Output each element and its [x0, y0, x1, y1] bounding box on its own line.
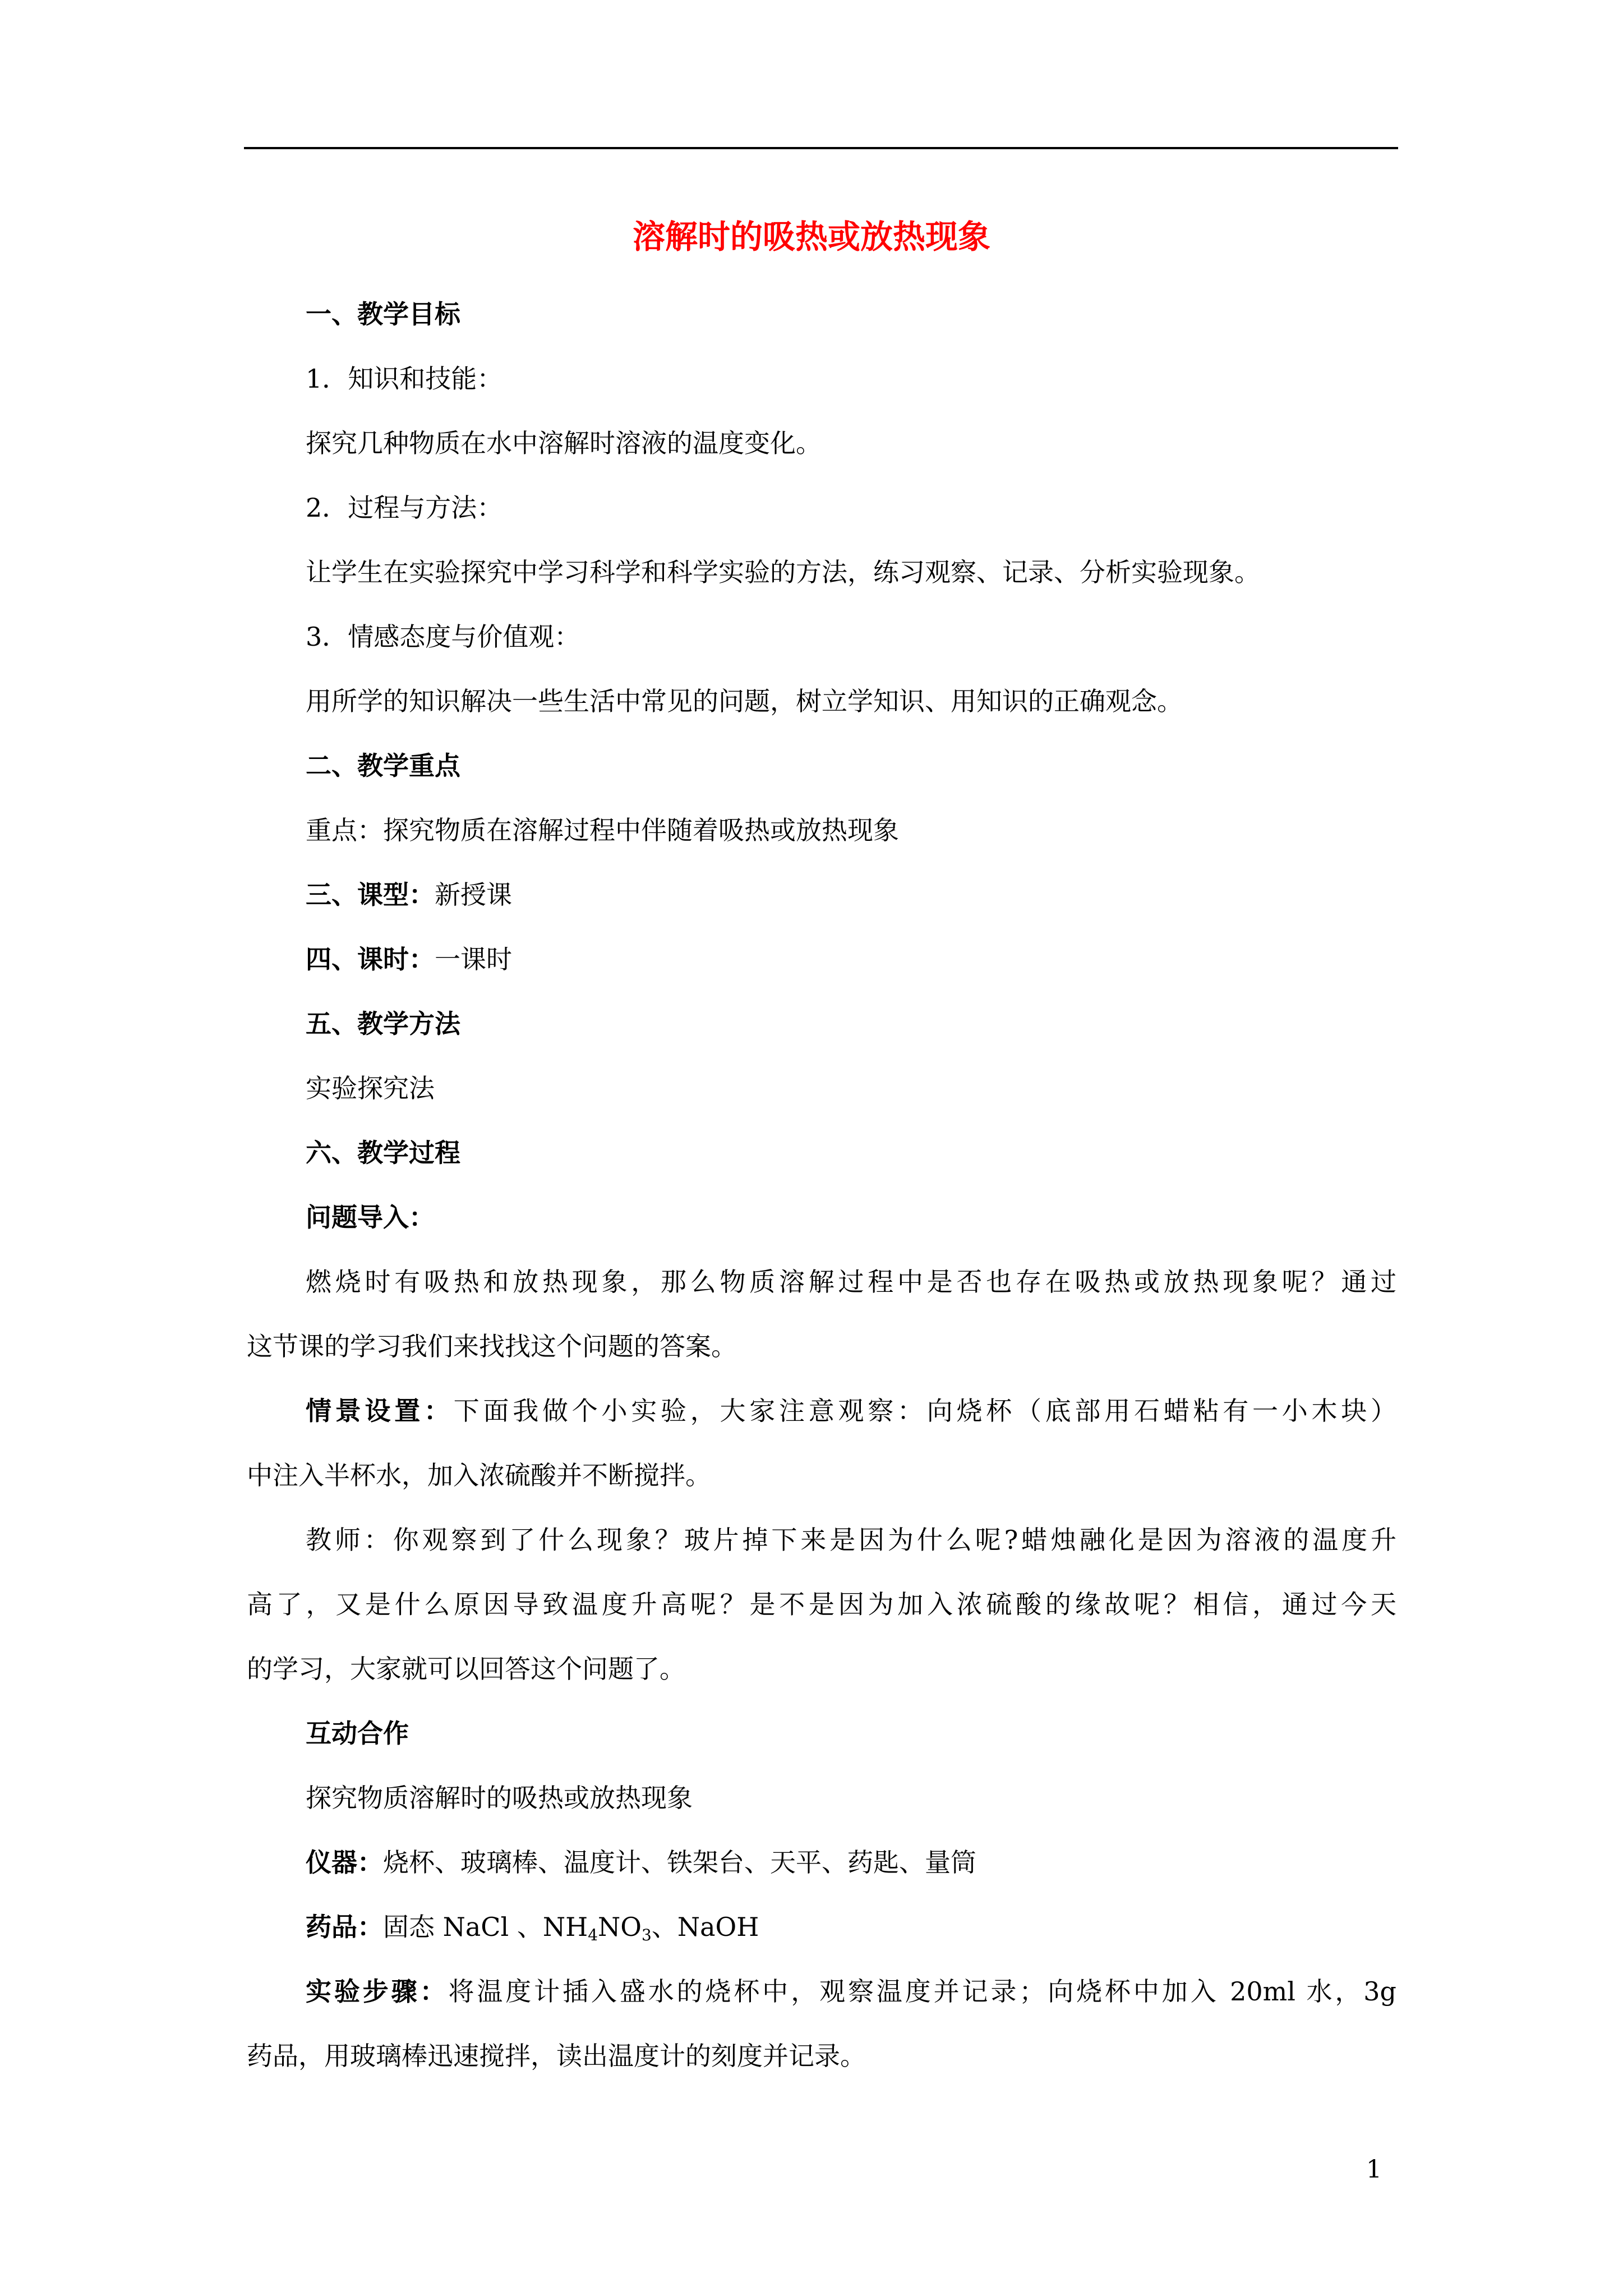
steps-line-2: 药品，用玻璃棒迅速搅拌，读出温度计的刻度并记录。	[247, 2041, 866, 2071]
reagents-line	[306, 1910, 759, 1944]
instruments-line	[306, 1846, 976, 1879]
lesson-hours-value: 一课时	[435, 944, 512, 974]
section-heading-key-points: 二、教学重点	[306, 751, 460, 781]
teacher-paragraph-line-2: 高了，又是什么原因导致温度升高呢？是不是因为加入浓硫酸的缘故呢？相信，通过今天	[247, 1589, 1396, 1619]
page-number: 1	[1366, 2155, 1382, 2184]
steps-line-1	[306, 1975, 1396, 2008]
scene-text: 下面我做个小实验，大家注意观察：向烧杯（底部用石蜡粘有一小木块）	[453, 1396, 1396, 1426]
steps-text: 将温度计插入盛水的烧杯中，观察温度并记录；向烧杯中加入 20ml 水，3g	[448, 1976, 1396, 2007]
instruments-label: 仪器：	[306, 1847, 383, 1878]
objective-1-label: 1．知识和技能：	[306, 364, 503, 394]
scene-paragraph-line-1	[306, 1394, 1396, 1428]
objective-2-text: 让学生在实验探究中学习科学和科学实验的方法，练习观察、记录、分析实验现象。	[306, 557, 1260, 587]
header-rule	[244, 147, 1398, 149]
scene-label: 情景设置：	[306, 1396, 454, 1426]
lesson-hours-label: 四、课时：	[306, 944, 435, 974]
section-heading-method: 五、教学方法	[306, 1009, 460, 1039]
intro-heading: 问题导入：	[306, 1202, 435, 1232]
scene-paragraph-line-2: 中注入半杯水，加入浓硫酸并不断搅拌。	[247, 1460, 711, 1490]
steps-label: 实验步骤：	[306, 1976, 449, 2007]
teacher-paragraph-line-3: 的学习，大家就可以回答这个问题了。	[247, 1654, 685, 1684]
key-points-text: 重点：探究物质在溶解过程中伴随着吸热或放热现象	[306, 815, 899, 845]
section-heading-objectives: 一、教学目标	[306, 299, 460, 329]
reagents-label: 药品：	[306, 1912, 383, 1942]
section-heading-process: 六、教学过程	[306, 1138, 460, 1168]
objective-3-text: 用所学的知识解决一些生活中常见的问题，树立学知识、用知识的正确观念。	[306, 686, 1183, 716]
teacher-paragraph-line-1: 教师：你观察到了什么现象？玻片掉下来是因为什么呢?蜡烛融化是因为溶液的温度升	[306, 1525, 1396, 1555]
lesson-hours-line	[306, 942, 512, 976]
instruments-text: 烧杯、玻璃棒、温度计、铁架台、天平、药匙、量筒	[383, 1847, 976, 1878]
reagents-subscript-4: 4	[588, 1926, 598, 1944]
lesson-type-label: 三、课型：	[306, 880, 435, 910]
lesson-type-value: 新授课	[435, 880, 512, 910]
intro-paragraph-line-2: 这节课的学习我们来找找这个问题的答案。	[247, 1331, 737, 1361]
objective-1-text: 探究几种物质在水中溶解时溶液的温度变化。	[306, 428, 822, 458]
method-text: 实验探究法	[306, 1073, 435, 1103]
reagents-subscript-3: 3	[642, 1926, 652, 1944]
objective-2-label: 2．过程与方法：	[306, 493, 503, 523]
intro-paragraph-line-1: 燃烧时有吸热和放热现象，那么物质溶解过程中是否也存在吸热或放热现象呢？通过	[306, 1267, 1396, 1297]
cooperation-text: 探究物质溶解时的吸热或放热现象	[306, 1783, 693, 1813]
objective-3-label: 3．情感态度与价值观：	[306, 622, 580, 652]
document-title: 溶解时的吸热或放热现象	[632, 218, 990, 256]
reagents-text-1: 固态 NaCl 、NH	[383, 1912, 588, 1942]
lesson-type-line	[306, 878, 512, 912]
cooperation-heading: 互动合作	[306, 1718, 409, 1749]
reagents-text-2: NO	[598, 1912, 642, 1942]
reagents-text-3: 、NaOH	[651, 1912, 759, 1942]
